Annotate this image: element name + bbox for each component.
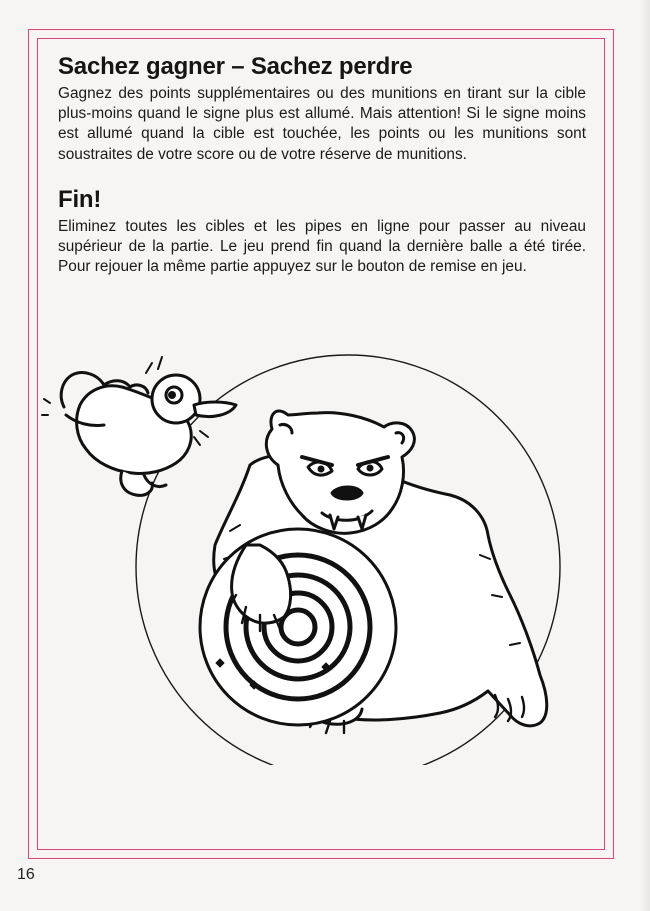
- page-number: 16: [17, 866, 35, 883]
- page-content: [58, 52, 586, 277]
- section-body: Eliminez toutes les cibles et les pipes en ligne pour passer au niveau supérieur de la partie. Le jeu prend fin quand la dernière balle a été tirée. Pour rejouer la même partie appuyez sur le bouton de remise en jeu.: [58, 217, 586, 276]
- section-end: [58, 185, 586, 278]
- bear-target-illustration: [40, 345, 600, 765]
- section-win-lose: [58, 52, 586, 165]
- section-heading: Sachez gagner – Sachez perdre: [58, 53, 413, 80]
- page-edge-shadow: [640, 0, 650, 911]
- section-heading: Fin!: [58, 185, 102, 213]
- target-icon: [200, 529, 396, 725]
- section-body: Gagnez des points supplémentaires ou des munitions en tirant sur la cible plus-moins quand le signe plus est allumé. Mais attention! Si le signe moins est allumé quand la cible est touchée, les points ou les munitions sont soustraites de votre score ou de votre réserve de munitions.: [58, 85, 586, 163]
- duck-icon: [42, 357, 236, 495]
